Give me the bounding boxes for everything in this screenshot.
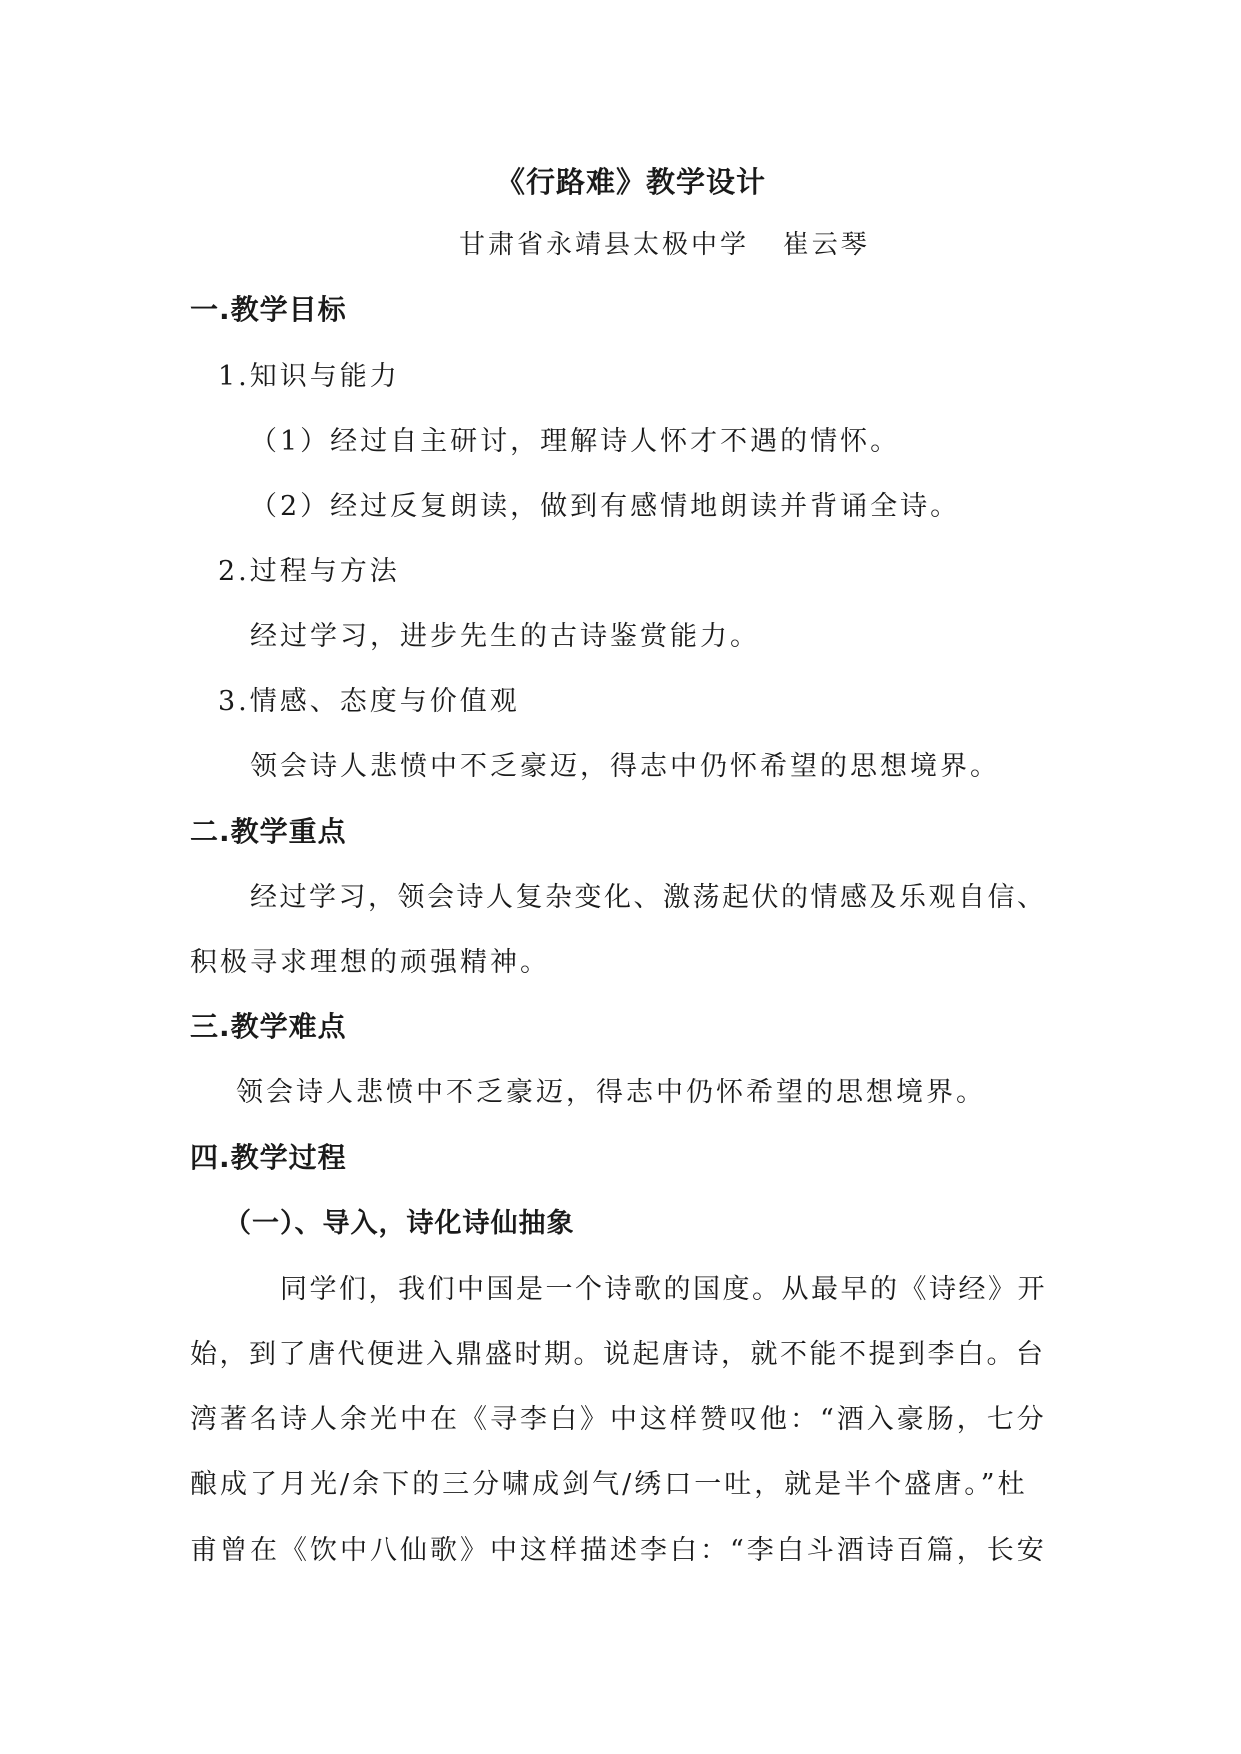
section-heading-process: 四.教学过程 bbox=[190, 1141, 347, 1174]
paragraph-line-2: 始，到了唐代便进入鼎盛时期。说起唐诗，就不能不提到李白。台 bbox=[190, 1339, 1046, 1370]
objective-2-text: 经过学习，进步先生的古诗鉴赏能力。 bbox=[250, 621, 760, 652]
key-points-line-1: 经过学习，领会诗人复杂变化、激荡起伏的情感及乐观自信、 bbox=[250, 882, 1047, 913]
paragraph-line-3: 湾著名诗人余光中在《寻李白》中这样赞叹他：“酒入豪肠，七分 bbox=[190, 1404, 1047, 1435]
paragraph-line-5: 甫曾在《饮中八仙歌》中这样描述李白：“李白斗酒诗百篇，长安 bbox=[190, 1535, 1047, 1566]
objective-1-label: 1.知识与能力 bbox=[218, 361, 400, 392]
paragraph-line-1: 同学们，我们中国是一个诗歌的国度。从最早的《诗经》开 bbox=[280, 1274, 1047, 1305]
objective-2-label: 2.过程与方法 bbox=[218, 556, 400, 587]
author-line: 甘肃省永靖县太极中学 崔云琴 bbox=[459, 230, 870, 260]
objective-1-line-2: （2）经过反复朗读，做到有感情地朗读并背诵全诗。 bbox=[250, 491, 961, 522]
section-heading-key-points: 二.教学重点 bbox=[190, 815, 347, 848]
paragraph-line-4: 酿成了月光/余下的三分啸成剑气/绣口一吐，就是半个盛唐。”杜 bbox=[190, 1469, 1028, 1500]
difficulties-text: 领会诗人悲愤中不乏豪迈，得志中仍怀希望的思想境界。 bbox=[236, 1077, 986, 1108]
objective-3-label: 3.情感、态度与价值观 bbox=[218, 686, 520, 717]
section-heading-difficulties: 三.教学难点 bbox=[190, 1010, 347, 1043]
objective-1-line-1: （1）经过自主研讨，理解诗人怀才不遇的情怀。 bbox=[250, 426, 901, 457]
objective-3-text: 领会诗人悲愤中不乏豪迈，得志中仍怀希望的思想境界。 bbox=[250, 751, 1000, 782]
key-points-line-2: 积极寻求理想的顽强精神。 bbox=[190, 947, 550, 978]
document-title: 《行路难》教学设计 bbox=[496, 165, 767, 199]
section-heading-objectives: 一.教学目标 bbox=[190, 293, 347, 326]
process-subheading: （一）、导入，诗化诗仙抽象 bbox=[224, 1208, 575, 1239]
